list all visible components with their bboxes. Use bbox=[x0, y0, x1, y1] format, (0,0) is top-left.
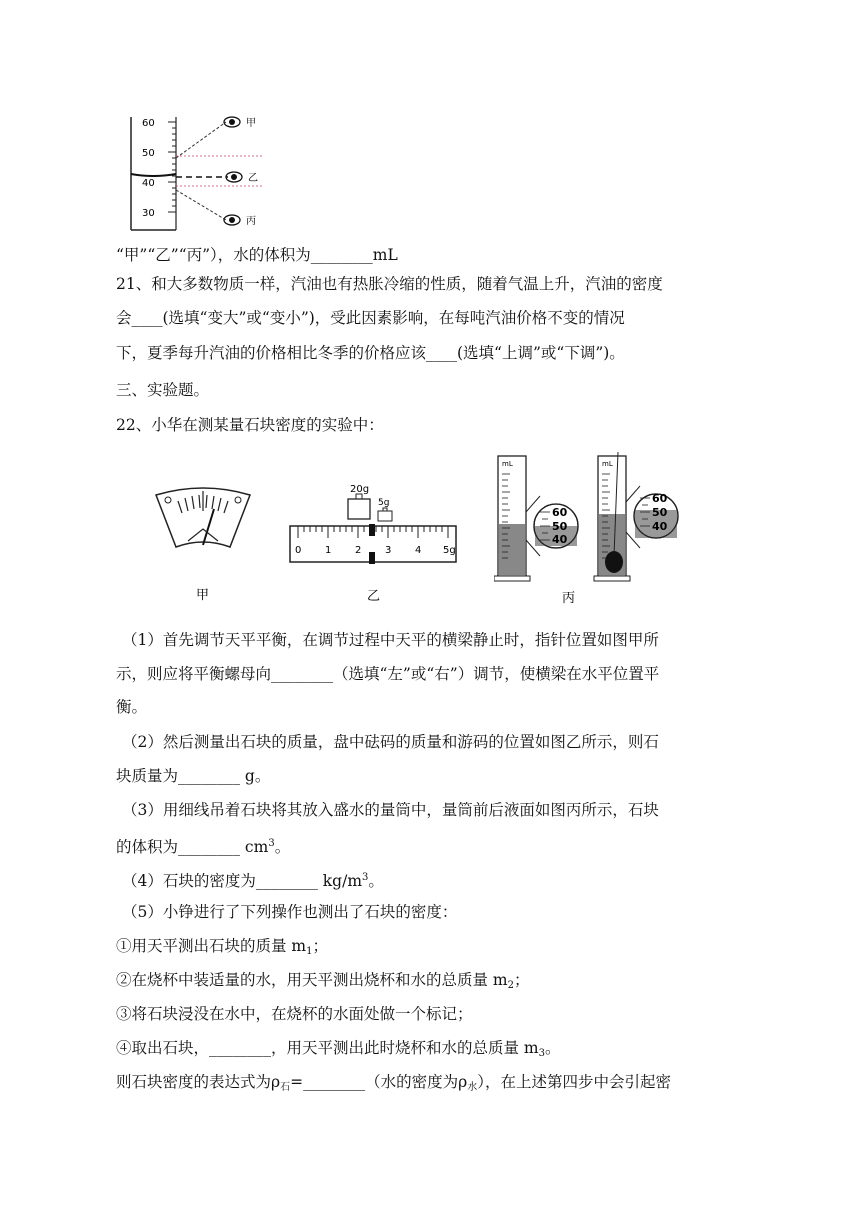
tick-label: 50 bbox=[142, 148, 155, 159]
ruler-tick-label: 1 bbox=[325, 545, 332, 556]
tick-label: 60 bbox=[142, 118, 155, 129]
question-21-line-3: 下，夏季每升汽油的价格相比冬季的价格应该____(选填“上调”或“下调”)。 bbox=[116, 344, 625, 362]
weight-label: 5g bbox=[378, 498, 390, 508]
part-1-line-2: 示，则应将平衡螺母向________（选填“左”或“右”）调节，使横梁在水平位置平 bbox=[116, 665, 660, 683]
ruler-tick-label: 5g bbox=[443, 545, 456, 556]
part-4-text: （4）石块的密度为________ kg/m bbox=[122, 872, 363, 890]
ruler-tick-label: 4 bbox=[415, 545, 422, 556]
punctuation: 。 bbox=[368, 872, 384, 890]
cylinder-unit: mL bbox=[502, 460, 513, 468]
part-3-line-1: （3）用细线吊着石块将其放入盛水的量筒中，量筒前后液面如图丙所示，石块 bbox=[122, 801, 659, 819]
expression-text: ），在上述第四步中会引起密 bbox=[477, 1073, 671, 1091]
zoom-tick-label: 60 bbox=[652, 492, 668, 505]
punctuation: ； bbox=[312, 937, 329, 955]
eye-icon bbox=[224, 215, 240, 225]
step-text: ②在烧杯中装适量的水，用天平测出烧杯和水的总质量 m bbox=[116, 971, 508, 989]
subscript: 1 bbox=[306, 946, 313, 957]
part-1-line-1: （1）首先调节天平平衡，在调节过程中天平的横梁静止时，指针位置如图甲所 bbox=[122, 631, 659, 649]
part-5-line: （5）小铮进行了下列操作也测出了石块的密度： bbox=[122, 903, 458, 921]
part-3-text: 的体积为________ cm bbox=[116, 838, 269, 856]
part-3-line-2 bbox=[116, 834, 290, 857]
weight-label: 20g bbox=[350, 484, 370, 495]
step-2 bbox=[116, 970, 530, 996]
superscript: 3 bbox=[268, 838, 275, 849]
subscript: 水 bbox=[467, 1082, 478, 1093]
question-21-line-1: 21、和大多数物质一样，汽油也有热胀冷缩的性质，随着气温上升，汽油的密度 bbox=[116, 275, 663, 293]
ruler-tick-label: 2 bbox=[355, 545, 362, 556]
tick-label: 40 bbox=[142, 178, 155, 189]
figure-caption: 甲 bbox=[196, 588, 210, 603]
section-heading: 三、实验题。 bbox=[116, 381, 210, 399]
superscript: 3 bbox=[362, 872, 369, 883]
step-4 bbox=[116, 1038, 561, 1064]
figure-caption: 丙 bbox=[562, 591, 576, 606]
subscript: 石 bbox=[280, 1082, 291, 1093]
balance-pointer-figure bbox=[148, 485, 258, 605]
part-2-line-2: 块质量为________ g。 bbox=[116, 767, 271, 785]
punctuation: ； bbox=[514, 971, 530, 989]
part-2-line-1: （2）然后测量出石块的质量，盘中砝码的质量和游码的位置如图乙所示，则石 bbox=[122, 733, 659, 751]
density-expression-line bbox=[116, 1072, 671, 1098]
ruler-tick-label: 3 bbox=[385, 545, 392, 556]
question-21-line-2: 会____(选填“变大”或“变小”)，受此因素影响，在每吨汽油价格不变的情况 bbox=[116, 309, 625, 327]
zoom-tick-label: 50 bbox=[652, 506, 668, 519]
weights-ruler-figure bbox=[286, 478, 462, 610]
subscript: 2 bbox=[507, 980, 515, 991]
step-1 bbox=[116, 936, 328, 962]
eye-label: 甲 bbox=[246, 118, 256, 129]
zoom-tick-label: 40 bbox=[652, 520, 668, 533]
punctuation: 。 bbox=[274, 838, 291, 856]
part-1-line-3: 衡。 bbox=[116, 698, 148, 716]
figure-caption: 乙 bbox=[367, 589, 381, 604]
step-3: ③将石块浸没在水中，在烧杯的水面处做一个标记； bbox=[116, 1005, 473, 1023]
zoom-tick-label: 50 bbox=[552, 520, 568, 533]
zoom-tick-label: 40 bbox=[552, 533, 568, 546]
step-text: ④取出石块，________，用天平测出此时烧杯和水的总质量 m bbox=[116, 1039, 539, 1057]
punctuation: 。 bbox=[545, 1039, 561, 1057]
ruler-tick-label: 0 bbox=[295, 545, 302, 556]
eye-icon bbox=[224, 117, 240, 127]
question-22-heading: 22、小华在测某量石块密度的实验中： bbox=[116, 416, 384, 434]
expression-text: =________（水的密度为ρ bbox=[290, 1073, 468, 1091]
cylinders-figure bbox=[494, 452, 704, 606]
zoom-tick-label: 60 bbox=[552, 506, 568, 519]
eye-label: 丙 bbox=[246, 216, 256, 227]
eye-label: 乙 bbox=[248, 173, 258, 184]
subscript: 3 bbox=[538, 1048, 546, 1059]
part-4-line bbox=[122, 868, 384, 891]
reading-angle-figure bbox=[128, 112, 278, 232]
question-20-tail: “甲”“乙”“丙”），水的体积为________mL bbox=[116, 246, 398, 264]
cylinder-unit: mL bbox=[602, 460, 613, 468]
tick-label: 30 bbox=[142, 208, 155, 219]
expression-text: 则石块密度的表达式为ρ bbox=[116, 1073, 281, 1091]
eye-icon bbox=[226, 172, 242, 182]
step-text: ①用天平测出石块的质量 m bbox=[116, 937, 307, 955]
